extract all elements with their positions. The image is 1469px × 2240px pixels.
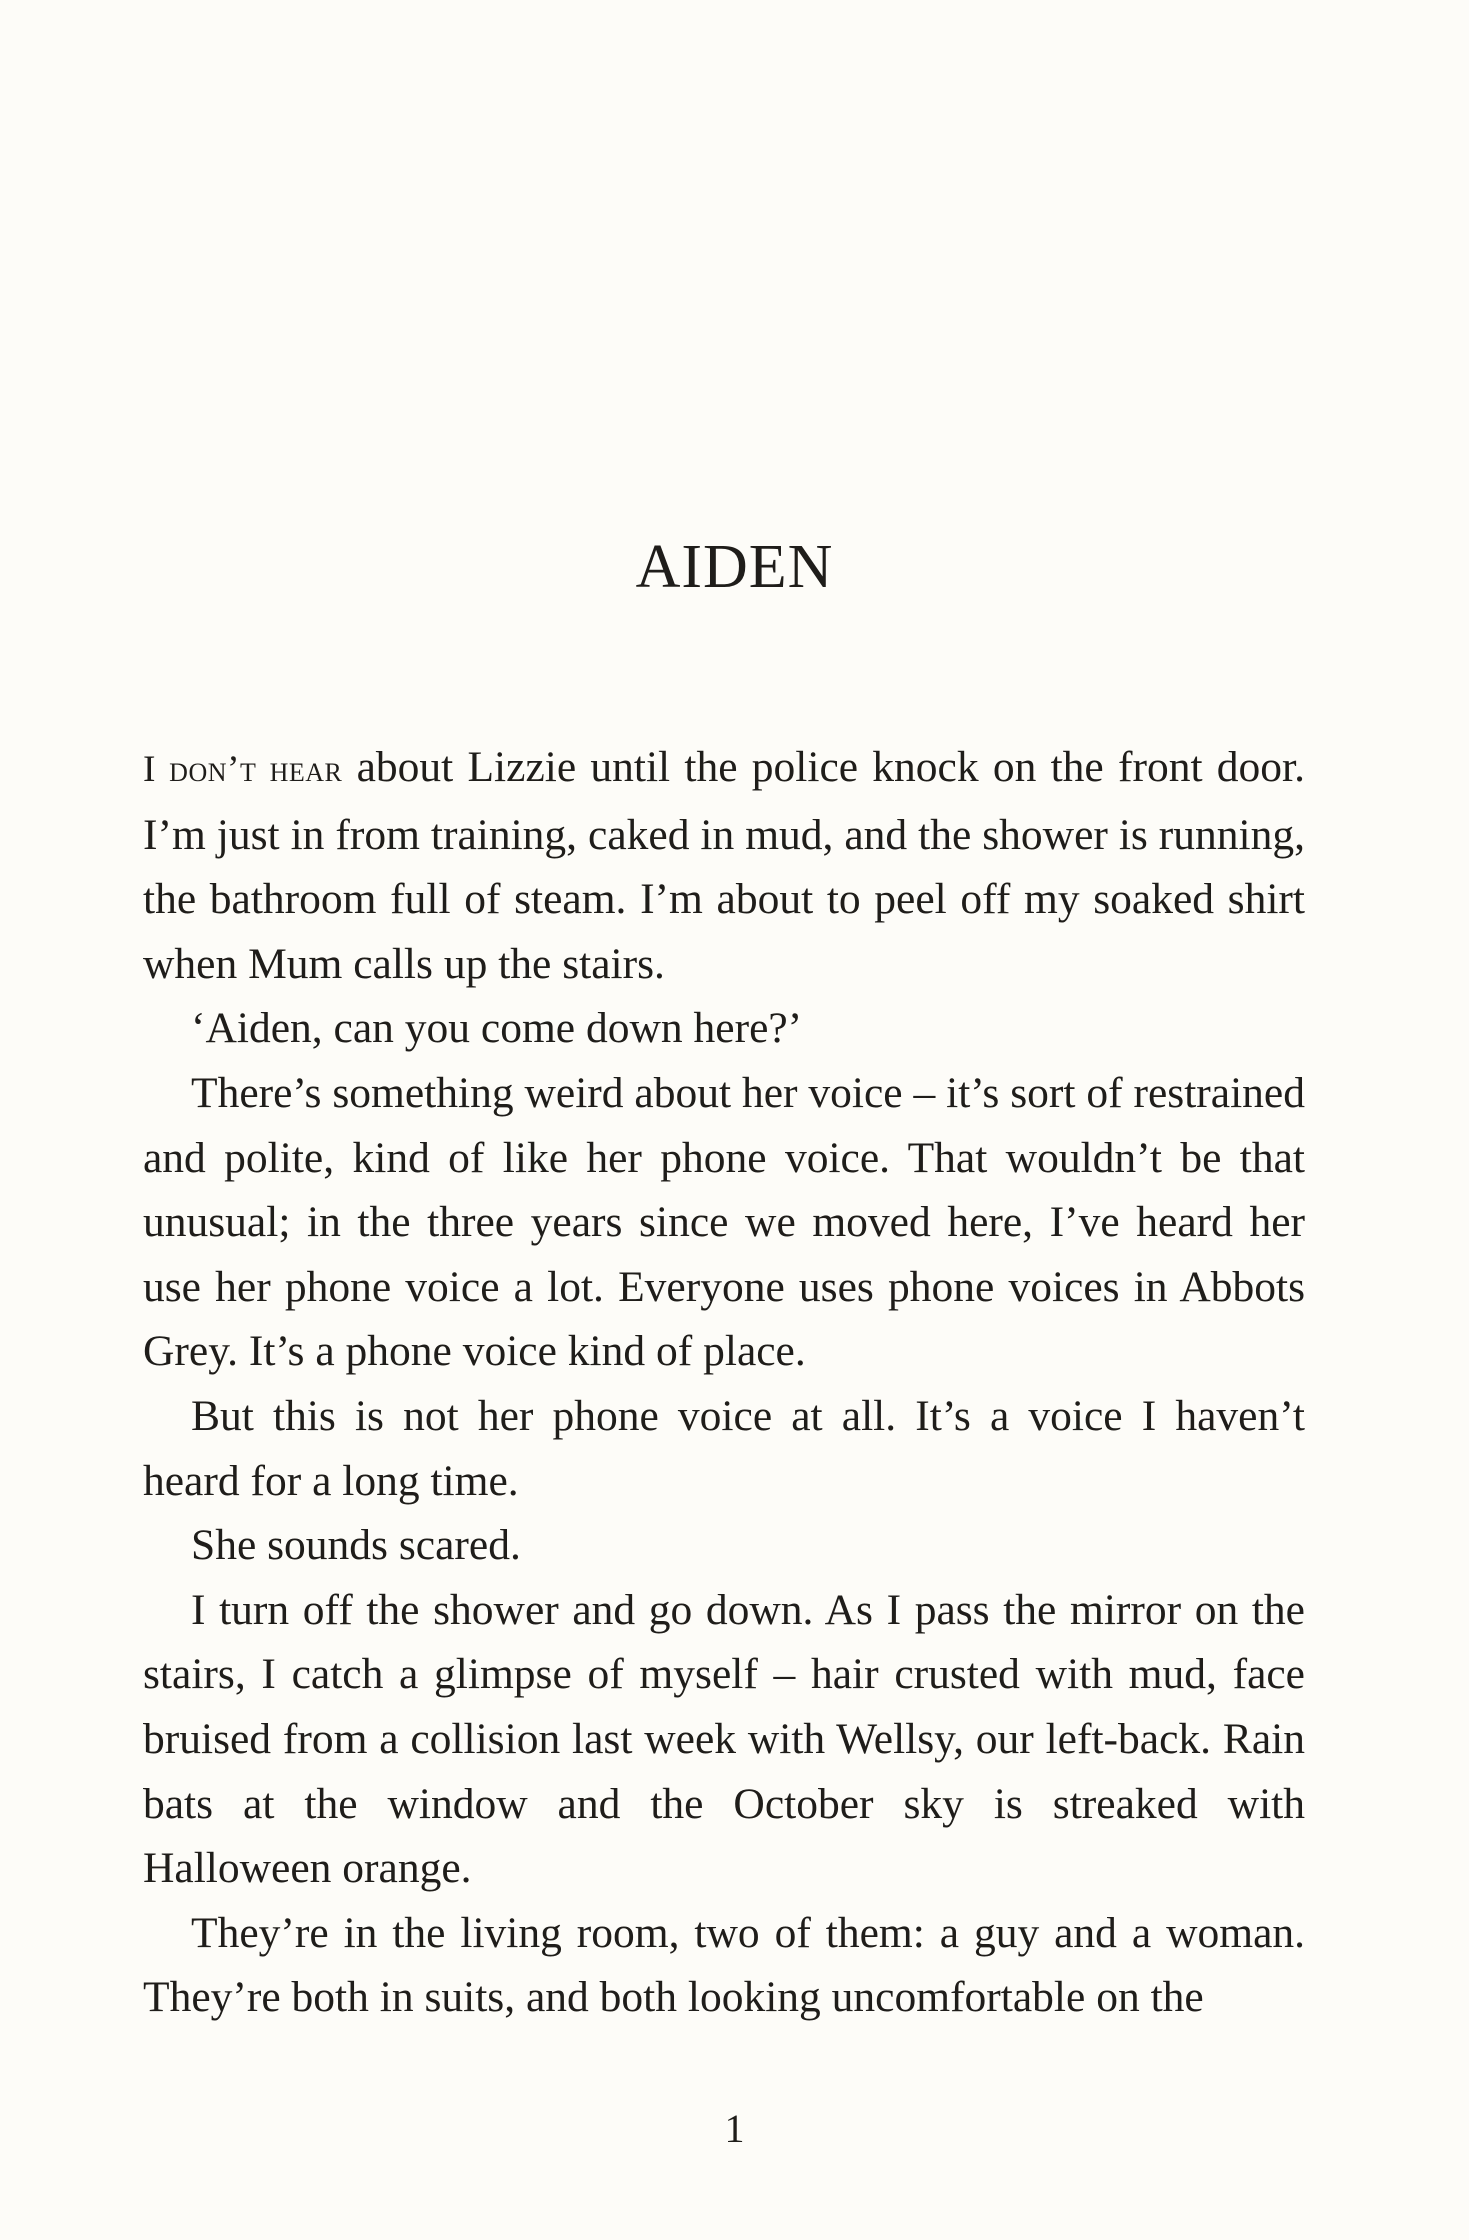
paragraph: They’re in the living room, two of them: a guy and a woman. They’re both in suits, and both looking uncomfortable on the (143, 1908, 1305, 2022)
opening-paragraph (143, 735, 1305, 996)
paragraph: I turn off the shower and go down. As I pass the mirror on the stairs, I catch a glimpse of myself – hair crusted with mud, face bruised from a collision last week with Wellsy, our left-back. Rain bats at the window and the October sky is streaked with Halloween orange. (143, 1585, 1305, 1893)
opening-smallcaps: I don’t hear (143, 749, 343, 790)
paragraph: She sounds scared. (191, 1521, 521, 1570)
paragraph: ‘Aiden, can you come down here?’ (191, 1004, 803, 1053)
chapter-title: AIDEN (635, 533, 834, 601)
opening-rest: about Lizzie until the police knock on the front door. I’m just in from training, caked in mud, and the shower is running, the bathroom full of steam. I’m about to peel off my soaked shirt when Mum calls up the stairs. (143, 743, 1305, 988)
body-text (143, 735, 1305, 2030)
paragraph: But this is not her phone voice at all. It’s a voice I haven’t heard for a long time. (143, 1391, 1305, 1505)
page-number: 1 (724, 2106, 745, 2151)
paragraph: There’s something weird about her voice – it’s sort of restrained and polite, kind of like her phone voice. That wouldn’t be that unusual; in the three years since we moved here, I’ve heard her use her phone voice a lot. Everyone uses phone voices in Abbots Grey. It’s a phone voice kind of place. (143, 1068, 1305, 1376)
